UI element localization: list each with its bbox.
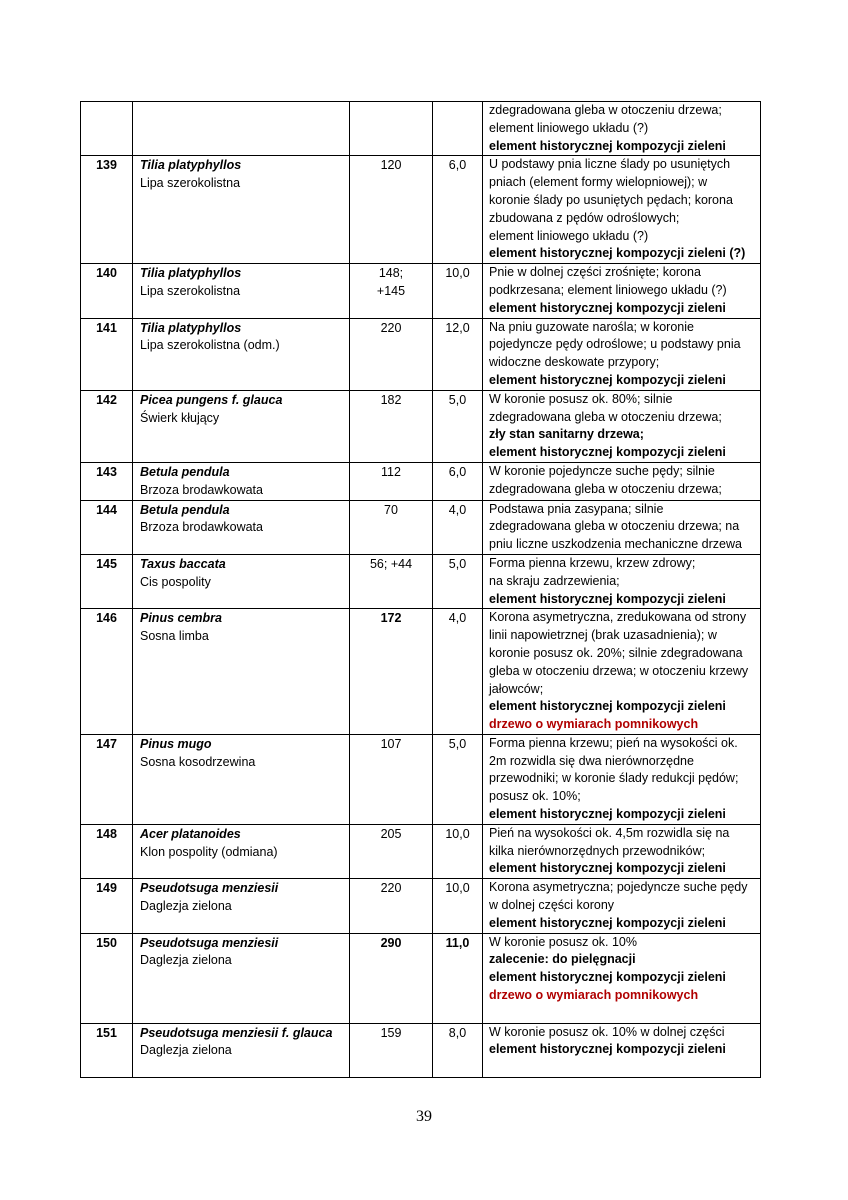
description-line: Korona asymetryczna; pojedyncze suche pędy (489, 880, 748, 895)
common-name: Brzoza brodawkowata (140, 482, 263, 497)
table-row (81, 318, 761, 390)
tree-number: 148 (81, 824, 133, 878)
tree-number: 140 (81, 264, 133, 318)
species-cell (133, 462, 350, 500)
tree-height: 11,0 (433, 933, 483, 1023)
table-row (81, 390, 761, 462)
trunk-circumference: 148; +145 (350, 264, 433, 318)
description-line: element liniowego układu (?) (489, 120, 649, 135)
description-line: kilka nierównorzędnych przewodników; (489, 843, 706, 858)
description-line: gleba w otoczeniu drzewa; w otoczeniu krzewy (489, 663, 749, 678)
page-number: 39 (416, 1108, 432, 1125)
trunk-circumference: 205 (350, 824, 433, 878)
latin-name: Betula pendula (140, 464, 230, 479)
tree-number: 143 (81, 462, 133, 500)
tree-height: 6,0 (433, 462, 483, 500)
tree-height: 10,0 (433, 879, 483, 933)
tree-height: 4,0 (433, 500, 483, 554)
description-line: W koronie pojedyncze suche pędy; silnie (489, 463, 715, 478)
description-line: element historycznej kompozycji zieleni (489, 861, 726, 876)
condition-description (483, 102, 761, 156)
latin-name: Pinus mugo (140, 736, 212, 751)
trunk-circumference (350, 102, 433, 156)
description-line: element historycznej kompozycji zieleni (489, 970, 726, 985)
description-line: koronie ślady po usuniętych pędach; korona (489, 192, 733, 207)
tree-height: 12,0 (433, 318, 483, 390)
latin-name: Pinus cembra (140, 611, 222, 626)
common-name: Klon pospolity (odmiana) (140, 844, 278, 859)
description-line: widoczne deskowate przypory; (489, 355, 660, 370)
latin-name: Pseudotsuga menziesii (140, 935, 279, 950)
species-cell (133, 933, 350, 1023)
species-cell (133, 554, 350, 608)
condition-description (483, 933, 761, 1023)
table-row (81, 1023, 761, 1077)
species-cell (133, 102, 350, 156)
tree-number: 150 (81, 933, 133, 1023)
condition-description (483, 462, 761, 500)
table-row (81, 264, 761, 318)
trunk-circumference: 159 (350, 1023, 433, 1077)
description-line: element historycznej kompozycji zieleni (489, 372, 726, 387)
common-name: Daglezja zielona (140, 899, 232, 914)
latin-name: Taxus baccata (140, 556, 226, 571)
tree-number: 149 (81, 879, 133, 933)
tree-height: 4,0 (433, 609, 483, 735)
tree-height: 10,0 (433, 264, 483, 318)
description-line: Podstawa pnia zasypana; silnie (489, 501, 664, 516)
tree-height: 5,0 (433, 554, 483, 608)
table-row (81, 156, 761, 264)
description-line: zdegradowana gleba w otoczeniu drzewa; na (489, 519, 740, 534)
table-row (81, 933, 761, 1023)
condition-description (483, 554, 761, 608)
description-line: koronie posusz ok. 20%; silnie zdegradowana (489, 645, 743, 660)
trunk-circumference: 172 (350, 609, 433, 735)
tree-height: 6,0 (433, 156, 483, 264)
description-line: zdegradowana gleba w otoczeniu drzewa; (489, 409, 722, 424)
tree-height (433, 102, 483, 156)
species-cell (133, 1023, 350, 1077)
description-line: podkrzesana; element liniowego układu (?) (489, 282, 727, 297)
species-cell (133, 609, 350, 735)
tree-number: 151 (81, 1023, 133, 1077)
species-cell (133, 824, 350, 878)
trunk-circumference: 70 (350, 500, 433, 554)
tree-height: 5,0 (433, 734, 483, 824)
table-row (81, 462, 761, 500)
tree-height: 8,0 (433, 1023, 483, 1077)
common-name: Lipa szerokolistna (140, 176, 241, 191)
description-line: Forma pienna krzewu, krzew zdrowy; (489, 555, 696, 570)
condition-description (483, 734, 761, 824)
tree-number: 146 (81, 609, 133, 735)
trunk-circumference: 290 (350, 933, 433, 1023)
description-line: W koronie posusz ok. 10% w dolnej części (489, 1024, 725, 1039)
latin-name: Tilia platyphyllos (140, 266, 242, 281)
common-name: Sosna kosodrzewina (140, 754, 256, 769)
description-line: linii napowietrznej (brak uzasadnienia); w (489, 628, 717, 643)
common-name: Brzoza brodawkowata (140, 520, 263, 535)
description-line: element liniowego układu (?) (489, 228, 649, 243)
species-cell (133, 156, 350, 264)
table-row (81, 554, 761, 608)
trunk-circumference: 220 (350, 318, 433, 390)
latin-name: Pseudotsuga menziesii f. glauca (140, 1025, 333, 1040)
table-row (81, 609, 761, 735)
tree-number (81, 102, 133, 156)
tree-number: 142 (81, 390, 133, 462)
description-line: W koronie posusz ok. 80%; silnie (489, 391, 673, 406)
condition-description (483, 390, 761, 462)
description-line: pniach (element formy wielopniowej); w (489, 175, 708, 190)
description-line: element historycznej kompozycji zieleni (489, 807, 726, 822)
description-line (489, 1059, 756, 1077)
description-line: element historycznej kompozycji zieleni (489, 699, 726, 714)
latin-name: Pseudotsuga menziesii (140, 881, 279, 896)
latin-name: Betula pendula (140, 502, 230, 517)
tree-inventory-table (80, 101, 761, 1078)
description-line: Forma pienna krzewu; pień na wysokości ok. (489, 735, 738, 750)
trunk-circumference: 220 (350, 879, 433, 933)
tree-number: 141 (81, 318, 133, 390)
condition-description (483, 264, 761, 318)
trunk-circumference: 56; +44 (350, 554, 433, 608)
description-line: zły stan sanitarny drzewa; (489, 427, 644, 442)
monument-size-note: drzewo o wymiarach pomnikowych (489, 988, 699, 1003)
description-line: Pnie w dolnej części zrośnięte; korona (489, 265, 701, 280)
description-line: w dolnej części korony (489, 898, 615, 913)
description-line: element historycznej kompozycji zieleni (489, 1042, 726, 1057)
table-row (81, 734, 761, 824)
species-cell (133, 318, 350, 390)
description-line: element historycznej kompozycji zieleni (489, 300, 726, 315)
latin-name: Acer platanoides (140, 826, 241, 841)
condition-description (483, 500, 761, 554)
common-name: Sosna limba (140, 629, 209, 644)
table-row (81, 879, 761, 933)
description-line: na skraju zadrzewienia; (489, 573, 620, 588)
latin-name: Tilia platyphyllos (140, 158, 242, 173)
trunk-circumference: 182 (350, 390, 433, 462)
trunk-circumference: 112 (350, 462, 433, 500)
description-line: element historycznej kompozycji zieleni (489, 445, 726, 460)
description-line: element historycznej kompozycji zieleni (489, 591, 726, 606)
latin-name: Picea pungens f. glauca (140, 392, 283, 407)
condition-description (483, 156, 761, 264)
species-cell (133, 879, 350, 933)
description-line: posusz ok. 10%; (489, 789, 581, 804)
description-line: 2m rozwidla się dwa nierównorzędne (489, 753, 694, 768)
description-line: Na pniu guzowate narośla; w koronie (489, 319, 694, 334)
condition-description (483, 879, 761, 933)
latin-name: Tilia platyphyllos (140, 320, 242, 335)
common-name: Lipa szerokolistna (odm.) (140, 338, 280, 353)
description-line: jałowców; (489, 681, 544, 696)
trunk-circumference: 107 (350, 734, 433, 824)
tree-number: 145 (81, 554, 133, 608)
species-cell (133, 734, 350, 824)
description-line: zbudowana z pędów odroślowych; (489, 210, 680, 225)
description-line: U podstawy pnia liczne ślady po usuniętych (489, 157, 731, 172)
description-line (489, 1005, 756, 1023)
table-row (81, 102, 761, 156)
tree-height: 5,0 (433, 390, 483, 462)
condition-description (483, 1023, 761, 1077)
condition-description (483, 318, 761, 390)
trunk-circumference: 120 (350, 156, 433, 264)
common-name: Daglezja zielona (140, 953, 232, 968)
description-line: pojedyncze pędy odroślowe; u podstawy pnia (489, 337, 741, 352)
description-line: zdegradowana gleba w otoczeniu drzewa; (489, 481, 722, 496)
common-name: Lipa szerokolistna (140, 283, 241, 298)
description-line: Korona asymetryczna, zredukowana od strony (489, 610, 747, 625)
description-line: element historycznej kompozycji zieleni (?) (489, 246, 746, 261)
tree-number: 144 (81, 500, 133, 554)
description-line: W koronie posusz ok. 10% (489, 934, 637, 949)
species-cell (133, 390, 350, 462)
tree-number: 139 (81, 156, 133, 264)
description-line: zdegradowana gleba w otoczeniu drzewa; (489, 103, 722, 117)
description-line: element historycznej kompozycji zieleni (489, 915, 726, 930)
monument-size-note: drzewo o wymiarach pomnikowych (489, 717, 699, 732)
table-row (81, 500, 761, 554)
description-line: element historycznej kompozycji zieleni (489, 138, 726, 153)
description-line: Pień na wysokości ok. 4,5m rozwidla się na (489, 825, 730, 840)
condition-description (483, 609, 761, 735)
description-line: przewodniki; w koronie ślady redukcji pędów; (489, 771, 739, 786)
table-row (81, 824, 761, 878)
species-cell (133, 500, 350, 554)
description-line: pniu liczne uszkodzenia mechaniczne drzewa (489, 537, 742, 552)
species-cell (133, 264, 350, 318)
tree-number: 147 (81, 734, 133, 824)
table-body (81, 102, 761, 1078)
common-name: Świerk kłujący (140, 410, 220, 425)
condition-description (483, 824, 761, 878)
common-name: Cis pospolity (140, 574, 211, 589)
tree-height: 10,0 (433, 824, 483, 878)
description-line: zalecenie: do pielęgnacji (489, 952, 636, 967)
common-name: Daglezja zielona (140, 1043, 232, 1058)
